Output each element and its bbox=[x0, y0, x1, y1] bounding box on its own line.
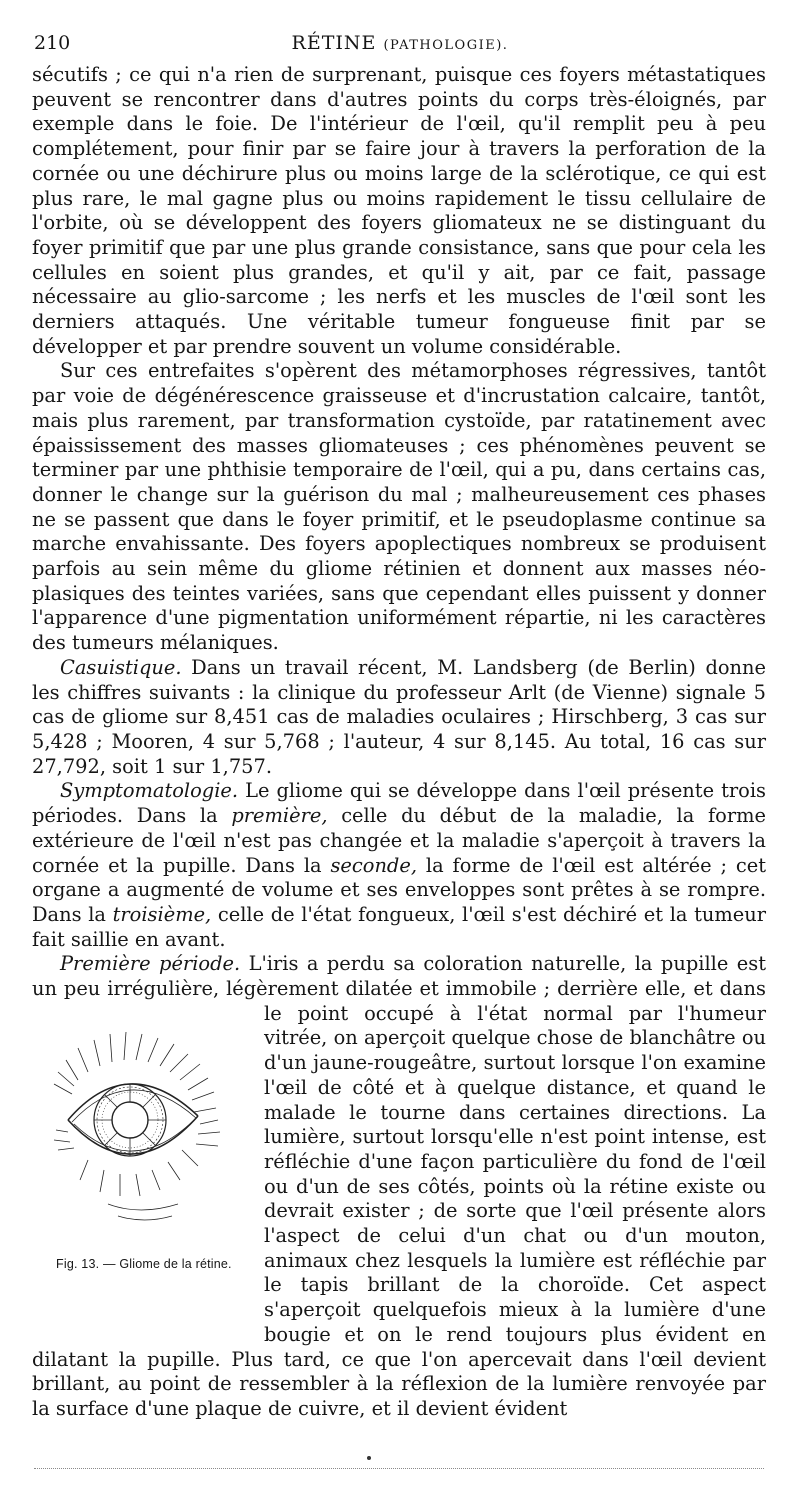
footer-mark bbox=[367, 1456, 371, 1460]
section-lead-symptomatologie: Symptomatologie. bbox=[60, 779, 239, 803]
paragraph-continuation: sécutifs ; ce qui n'a rien de surprenant, puisque ces foyers métastatiques peuvent se rencontrer dans d'autres points du corps très-éloignés, par exemple dans le foie. De l'intérieur de l'œil, qu'il remplit peu à peu complétement, pour finir par se faire jour à travers la perforation de la cornée ou une déchirure plus ou moins large de la sclérotique, ce qui est plus rare, le mal gagne plus ou moins rapidement le tissu cellulaire de l'orbite, où se développent des foyers gliomateux ne se distinguant du foyer primitif que par une plus grande consistance, sans que pour cela les cellules en soient plus grandes, et qu'il y ait, par ce fait, passage nécessaire au glio-sarcome ; les nerfs et les muscles de l'œil sont les derniers attaqués. Une véritable tumeur fongueuse finit par se développer et par prendre souvent un volume considérable. bbox=[32, 63, 766, 358]
running-title-sub: (PATHOLOGIE). bbox=[383, 38, 509, 53]
premiere-periode-text-a: L'iris a perdu sa coloration naturelle, la pupille est un peu irrégulière, légèrement dilatée et immobile ; derrière elle, et dans le point bbox=[32, 952, 766, 1025]
running-title bbox=[0, 32, 800, 54]
premiere-periode-text-b: occupé à l'état normal par l'humeur vitrée, on aperçoit quelque chose de blanchâtre ou d'un jaune-rougeâtre, surtout lorsque l'on examine l'œil de côté et à quelque distance, et quand le malade le tourne dans certaines directions. La lumière, surtout lorsqu'elle n'est point intense, est réfléchie d'une façon particulière du fond de l'œil ou d'un de ses côtés, points où la rétine existe ou devrait exister ; de sorte que l'œil présente alors l'aspect de celui d'un chat ou d'un mouton, animaux chez lesquels la lumière est réfléchie par le tapis brillant de la choroïde. Cet aspect s'aperçoit quelquefois mieux à la lumière d'une bougie et on le rend toujours plus évident en dilatant la pupille. Plus tard, ce que l'on apercevait dans l'œil devient brillant, au point de ressembler à la réflexion de la lumière renvoyée par la surface d'une plaque de cuivre, et il devient évident bbox=[32, 1001, 766, 1420]
paragraph-casuistique bbox=[32, 656, 766, 780]
symptom-text-d: celle de l'état fongueux, l'œil s'est déchiré et la tumeur fait saillie en avant. bbox=[32, 902, 767, 951]
figure-gliome bbox=[28, 1004, 250, 1334]
period-first: première, bbox=[231, 804, 328, 828]
running-title-main: RÉTINE bbox=[291, 32, 377, 54]
symptom-text-c: la forme de l'œil est altérée ; cet organe a augmenté de volume et ses enveloppes sont prêtes à se rompre. Dans la bbox=[32, 853, 766, 926]
running-header bbox=[30, 32, 770, 58]
body-text bbox=[32, 63, 766, 1422]
casuistique-text: Dans un travail récent, M. Landsberg (de Berlin) donne les chiffres suivants : la clinique du professeur Arlt (de Vienne) signale 5 cas de gliome sur 8,451 cas de maladies oculaires ; Hirschberg, 3 cas sur 5,428 ; Mooren, 4 sur 5,768 ; l'auteur, 4 sur 8,145. Au total, 16 cas sur 27,792, soit 1 sur 1,757. bbox=[32, 655, 766, 778]
page-number: 210 bbox=[34, 32, 71, 54]
eye-engraving-icon bbox=[48, 1020, 234, 1236]
symptom-text-b: celle du début de la maladie, la forme extérieure de l'œil n'est pas changée et la maladie s'aperçoit à travers la cornée et la pupille. Dans la bbox=[32, 804, 766, 877]
paragraph-regressive-metamorphoses: Sur ces entrefaites s'opèrent des métamorphoses régressives, tantôt par voie de dégénérescence graisseuse et d'incrustation calcaire, tantôt, mais plus rarement, par transformation cystoïde, par ratatinement avec épaississement des masses gliomateuses ; ces phénomènes peuvent se terminer par une phthisie temporaire de l'œil, qui a pu, dans certains cas, donner le change sur la guérison du mal ; malheureusement ces phases ne se passent que dans le foyer primitif, et le pseudoplasme continue sa marche envahissante. Des foyers apoplectiques nombreux se produisent parfois au sein même du gliome rétinien et donnent aux masses néoplasiques des teintes variées, sans que cependant elles puissent y donner l'apparence d'une pigmentation uniformément répartie, ni les caractères des tumeurs mélaniques. bbox=[32, 359, 766, 655]
section-lead-casuistique: Casuistique. bbox=[60, 655, 182, 679]
paragraph-symptomatologie bbox=[32, 779, 766, 952]
period-third: troisième, bbox=[112, 902, 212, 926]
paragraph-premiere-periode bbox=[32, 952, 766, 1421]
period-second: seconde, bbox=[330, 853, 417, 877]
footer-rule bbox=[34, 1468, 764, 1469]
symptom-text-a: Le gliome qui se développe dans l'œil présente trois périodes. Dans la bbox=[32, 779, 766, 828]
figure-caption: Fig. 13. — Gliome de la rétine. bbox=[56, 1256, 232, 1271]
section-lead-premiere-periode: Première période. bbox=[60, 952, 241, 976]
